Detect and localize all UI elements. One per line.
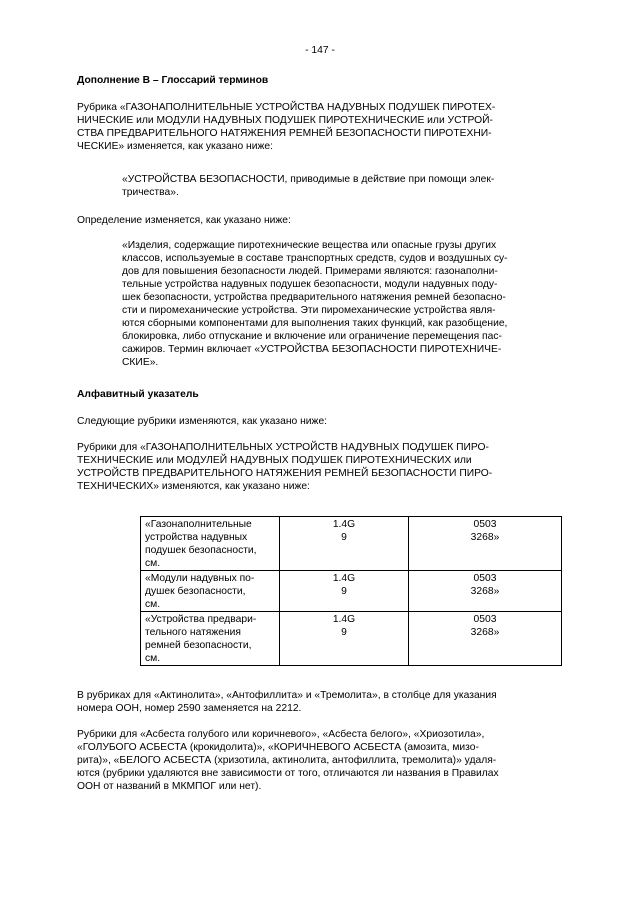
glossary-heading: Дополнение В – Глоссарий терминов — [77, 75, 269, 86]
line: шек безопасности, устройства предварительного натяжения ремней безопасно- — [122, 292, 506, 303]
line: ются (рубрики удаляются вне зависимости от того, отличаются ли названия в Правилах — [77, 768, 499, 779]
line: СКИЕ». — [122, 357, 159, 368]
asbestos-un-number-paragraph — [77, 689, 564, 715]
table-cell-name: «Газонаполнительные устройства надувных подушек безопасности, см. — [141, 517, 280, 571]
definition-quote — [122, 239, 564, 369]
line: дов для повышения безопасности людей. Примерами являются: газонаполни- — [122, 266, 498, 277]
line: классов, используемые в составе транспортных средств, судов и воздушных су- — [122, 253, 508, 264]
page-number: - 147 - — [305, 45, 335, 56]
line: ТЕХНИЧЕСКИЕ или МОДУЛЕЙ НАДУВНЫХ ПОДУШЕК ПИРОТЕХНИЧЕСКИХ или — [77, 455, 472, 466]
asbestos-deletion-paragraph — [77, 728, 564, 793]
index-intro — [77, 415, 564, 428]
table-row — [141, 612, 562, 666]
line: сти и пиромеханические устройства. Эти пиромеханические устройства явля- — [122, 305, 496, 316]
definition-intro — [77, 214, 564, 227]
line: сажиров. Термин включает «УСТРОЙСТВА БЕЗОПАСНОСТИ ПИРОТЕХНИЧЕ- — [122, 344, 502, 355]
line: «Изделия, содержащие пиротехнические вещества или опасные грузы других — [122, 240, 497, 251]
line: блокировка, либо отпускание и включение или ограничение перемещения пас- — [122, 331, 502, 342]
line: УСТРОЙСТВ ПРЕДВАРИТЕЛЬНОГО НАТЯЖЕНИЯ РЕМНЕЙ БЕЗОПАСНОСТИ ПИРО- — [77, 468, 493, 479]
index-heading: Алфавитный указатель — [77, 389, 199, 400]
line: номера ООН, номер 2590 заменяется на 2212. — [77, 703, 302, 714]
table-cell-class: 1.4G 9 — [280, 517, 409, 571]
line: ЧЕСКИЕ» изменяется, как указано ниже: — [77, 141, 273, 152]
table-cell-class: 1.4G 9 — [280, 571, 409, 612]
table-cell-name: «Устройства предвари- тельного натяжения ремней безопасности, см. — [141, 612, 280, 666]
line: ООН от названий в МКМПОГ или нет). — [77, 781, 262, 792]
table-cell-class: 1.4G 9 — [280, 612, 409, 666]
table-cell-un-number: 0503 3268» — [409, 612, 562, 666]
line: Определение изменяется, как указано ниже: — [77, 215, 291, 226]
line: НИЧЕСКИЕ или МОДУЛИ НАДУВНЫХ ПОДУШЕК ПИРОТЕХНИЧЕСКИЕ или УСТРОЙ- — [77, 115, 493, 126]
line: В рубриках для «Актинолита», «Антофиллита» и «Тремолита», в столбце для указания — [77, 690, 497, 701]
line: СТВА ПРЕДВАРИТЕЛЬНОГО НАТЯЖЕНИЯ РЕМНЕЙ БЕЗОПАСНОСТИ ПИРОТЕХНИ- — [77, 128, 492, 139]
line: «УСТРОЙСТВА БЕЗОПАСНОСТИ, приводимые в действие при помощи элек- — [122, 174, 495, 185]
table-cell-name: «Модули надувных по- душек безопасности, см. — [141, 571, 280, 612]
line: «ГОЛУБОГО АСБЕСТА (крокидолита)», «КОРИЧНЕВОГО АСБЕСТА (амозита, мизо- — [77, 742, 479, 753]
glossary-rubric-paragraph — [77, 101, 564, 153]
line: Рубрики для «Асбеста голубого или коричневого», «Асбеста белого», «Хриозотила», — [77, 729, 485, 740]
line: рита)», «БЕЛОГО АСБЕСТА (хризотила, актинолита, антофиллита, тремолита)» удаля- — [77, 755, 497, 766]
line: тричества». — [122, 187, 179, 198]
line: ТЕХНИЧЕСКИХ» изменяются, как указано ниже: — [77, 481, 310, 492]
table-row — [141, 517, 562, 571]
amendment-table — [140, 516, 562, 666]
index-rubric-paragraph — [77, 441, 564, 493]
line: тельные устройства надувных подушек безопасности, модули надувных поду- — [122, 279, 498, 290]
table-cell-un-number: 0503 3268» — [409, 571, 562, 612]
new-rubric-quote — [122, 173, 564, 199]
line: Следующие рубрики изменяются, как указано ниже: — [77, 416, 328, 427]
table-row — [141, 571, 562, 612]
line: Рубрика «ГАЗОНАПОЛНИТЕЛЬНЫЕ УСТРОЙСТВА НАДУВНЫХ ПОДУШЕК ПИРОТЕХ- — [77, 102, 496, 113]
line: Рубрики для «ГАЗОНАПОЛНИТЕЛЬНЫХ УСТРОЙСТВ НАДУВНЫХ ПОДУШЕК ПИРО- — [77, 442, 489, 453]
table-cell-un-number: 0503 3268» — [409, 517, 562, 571]
line: ются сборными компонентами для выполнения таких функций, как разобщение, — [122, 318, 508, 329]
